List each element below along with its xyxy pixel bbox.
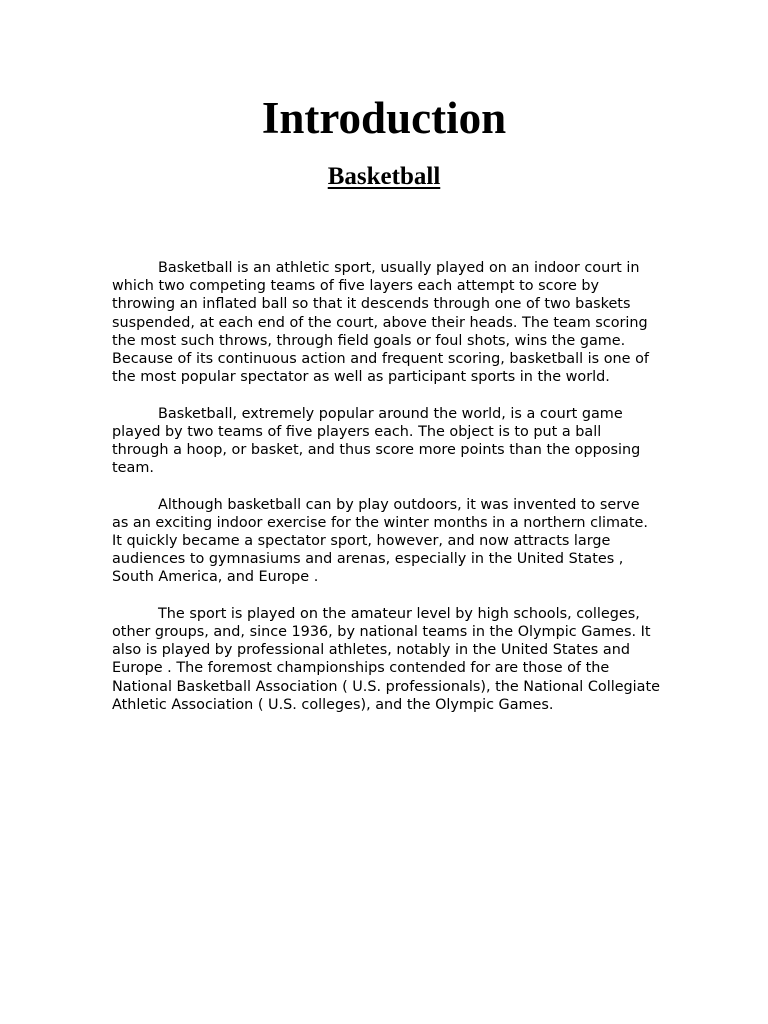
page-title: Introduction	[261, 93, 507, 143]
paragraph-4: The sport is played on the amateur level by high schools, colleges, other groups, and, since 1936, by national teams in the Olympic Games. It also is played by professional athletes, notably in the United States and Europe . The foremost championships contended for are those of the National Basketball Association ( U.S. professionals), the National Collegiate Athletic Association ( U.S. colleges), and the Olympic Games.	[112, 605, 660, 713]
page-subtitle: Basketball	[327, 163, 441, 190]
paragraph-3: Although basketball can by play outdoors, it was invented to serve as an exciting indoor exercise for the winter months in a northern climate. It quickly became a spectator sport, however, and now attracts large audiences to gymnasiums and arenas, especially in the United States , South America, and Europe .	[112, 496, 648, 586]
paragraph-2: Basketball, extremely popular around the world, is a court game played by two teams of five players each. The object is to put a ball through a hoop, or basket, and thus score more points than the opposing team.	[112, 405, 641, 477]
body-text	[112, 259, 660, 732]
paragraph-1: Basketball is an athletic sport, usually played on an indoor court in which two competing teams of five layers each attempt to score by throwing an inflated ball so that it descends through one of two baskets suspended, at each end of the court, above their heads. The team scoring the most such throws, through field goals or foul shots, wins the game. Because of its continuous action and frequent scoring, basketball is one of the most popular spectator as well as participant sports in the world.	[112, 260, 649, 386]
